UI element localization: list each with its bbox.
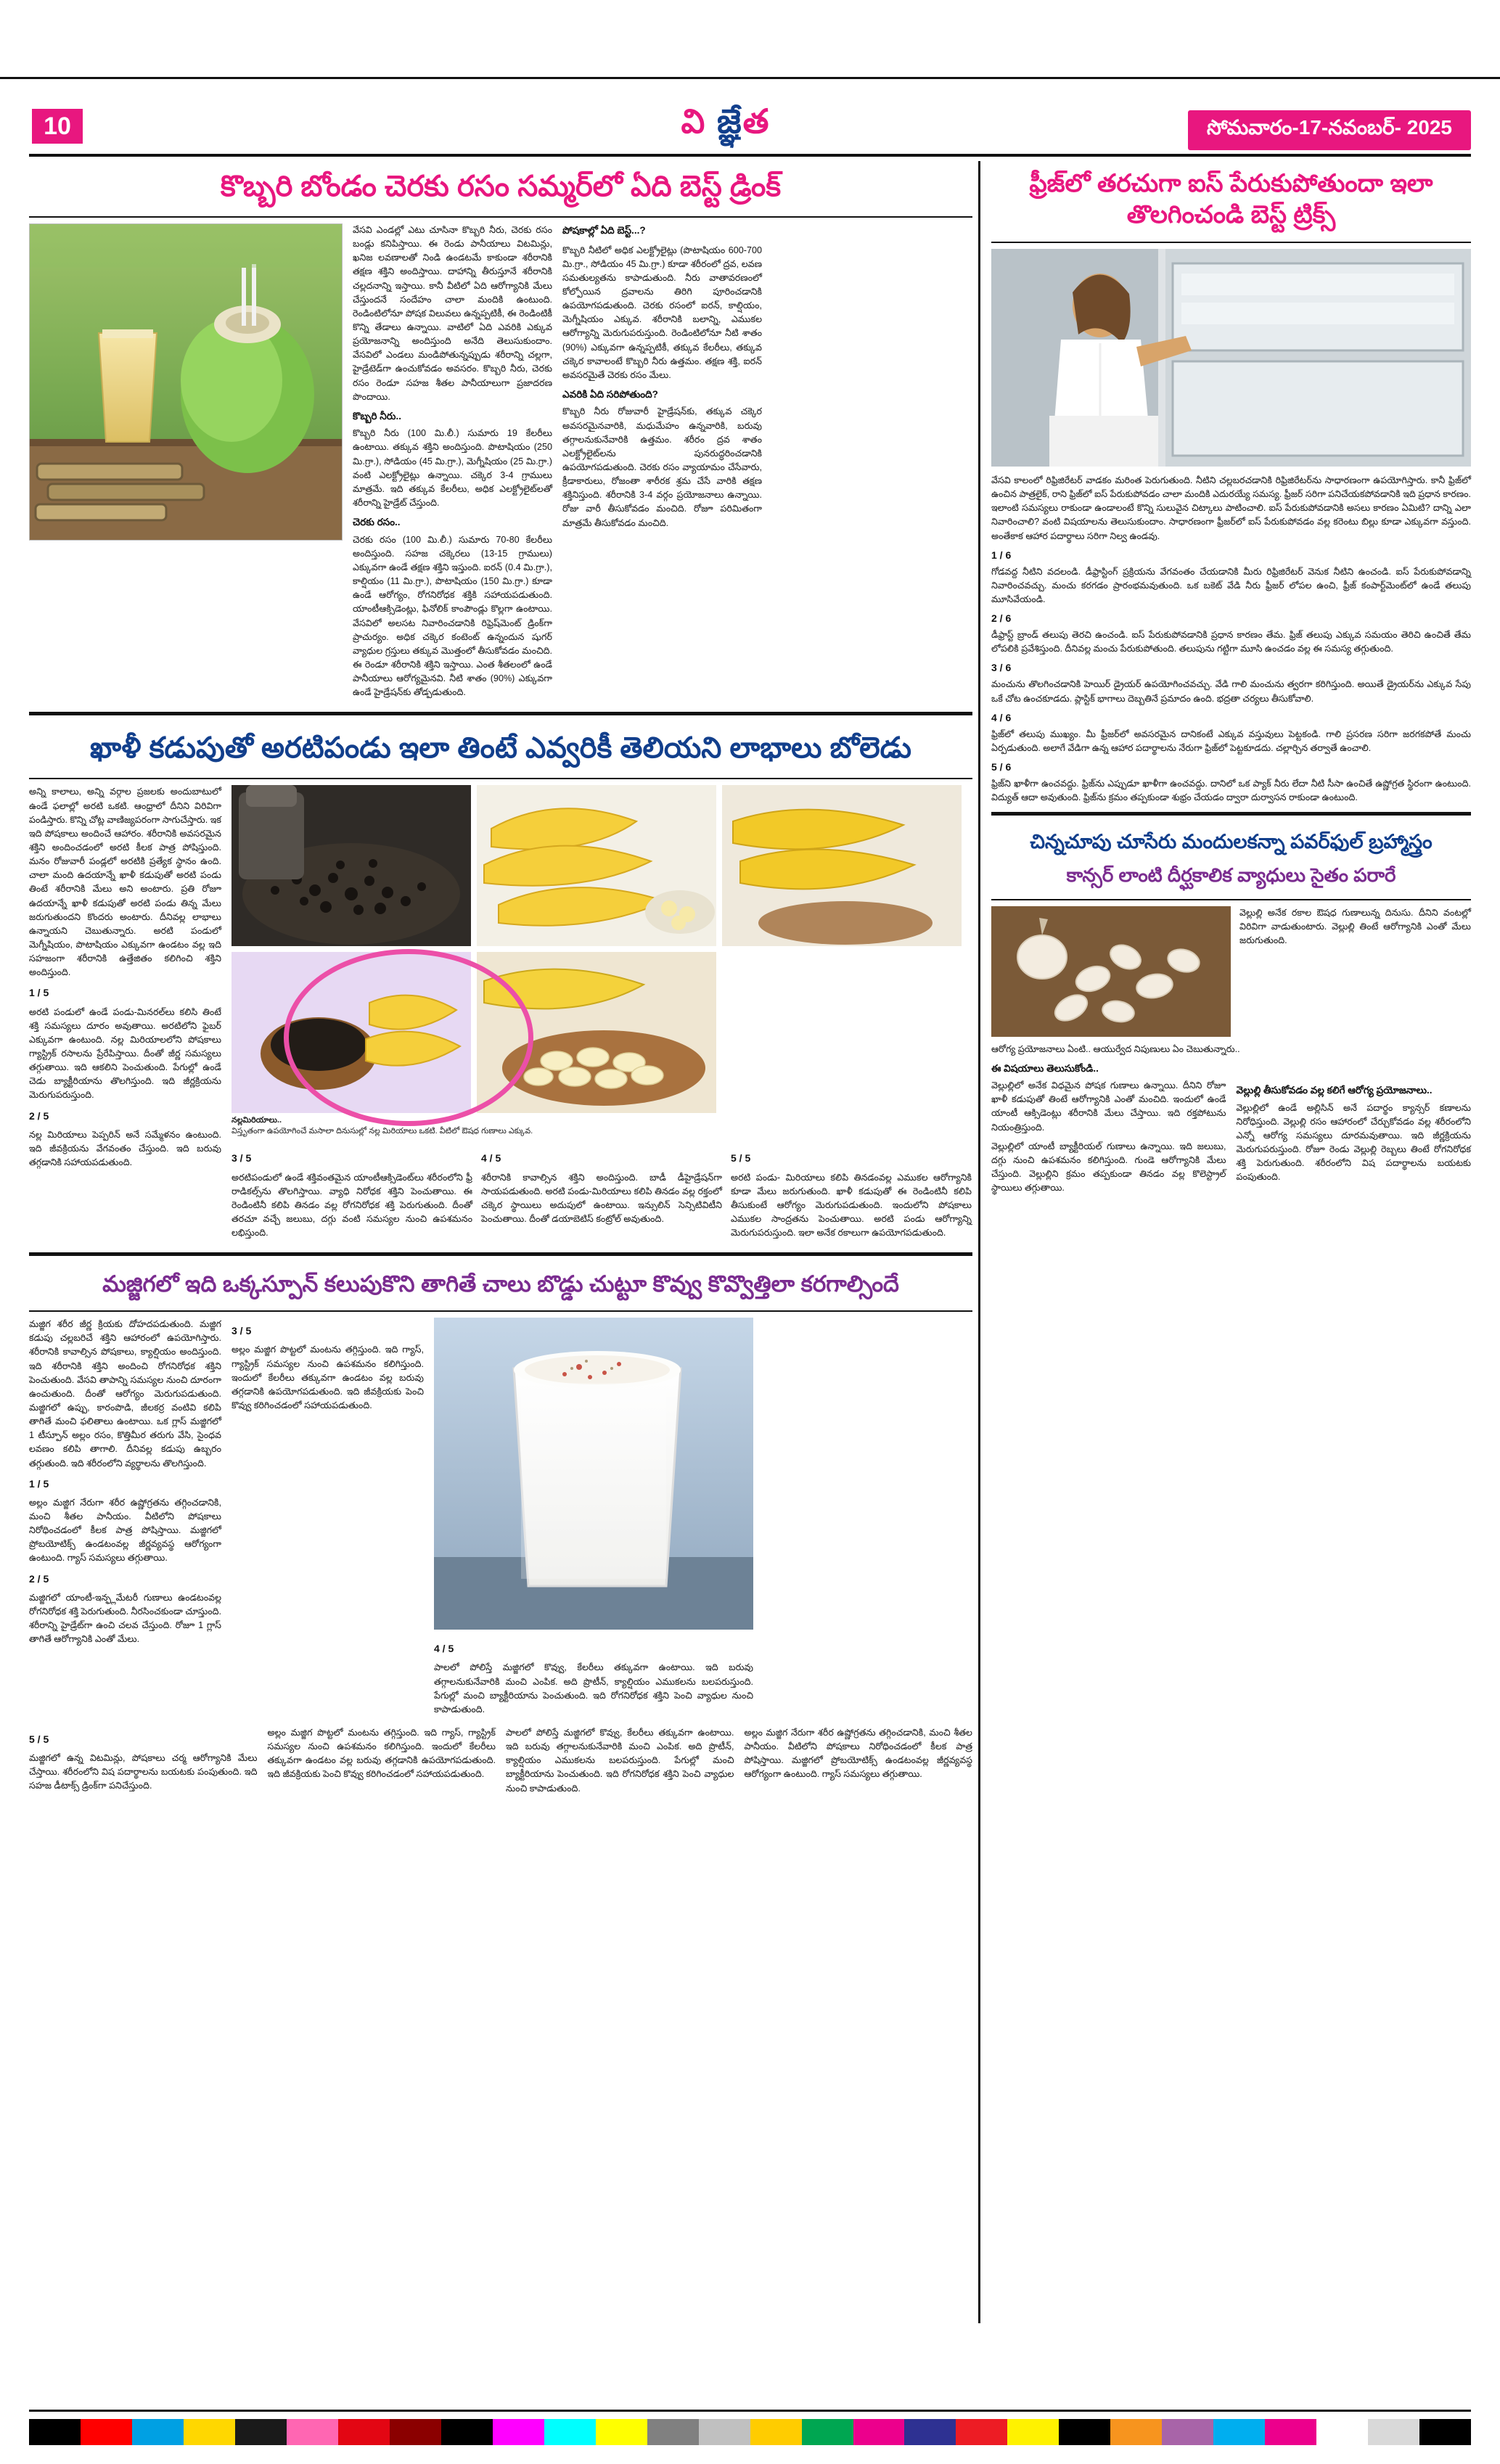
article1-col1: వేసవి ఎండల్లో ఎటు చూసినా కొబ్బరి నీరు, చెరకు రసం బండ్లు కనిపిస్తాయి. ఈ రెండు పానీయాలు విటమిన్లు, ఖనిజ లవణాలతో నిండి ఉండటమే కాకుండా శరీరానికి తక్షణ శక్తిని అందిస్తాయి. దాహాన్ని తీరుస్తూనే శరీరానికి చల్లదనాన్ని ఇస్తాయి. కానీ వీటిలో ఏది ఆరోగ్యానికి మేలు చేస్తుందనే సందేహం చాలా మందికి ఉంటుంది. రెండింటిలోనూ పోషక విలువలు ఉన్నప్పటికీ, ఈ రెండింటికీ కొన్ని తేడాలు ఉన్నాయి. వాటిలో ఏది ఎవరికి ఎక్కువ ప్రయోజనాన్ని అందిస్తుంది అనేది తెలుసుకుందాం. వేసవిలో ఎండలు మండిపోతున్నప్పుడు శరీరాన్ని చల్లగా, హైడ్రేటెడ్‌గా ఉంచుకోవడం అవసరం. కొబ్బరి నీరు, చెరకు రసం రెండూ సహజ శీతల పానీయాలుగా ప్రజాదరణ పొందాయి. కొబ్బరి నీరు.. కొబ్బరి నీరు (100 మి.లీ.) సుమారు 19 కేలరీలు ఉంటాయి. తక్కువ శక్తిని అందిస్తుంది. పొటాషియం (250 మి.గ్రా.), సోడియం (45 మి.గ్రా.), మెగ్నీషియం (25 మి.గ్రా.) వంటి ఎలక్ట్రోలైట్లు ఉన్నాయి. చక్కెర 3-4 గ్రాములు మాత్రమే. ఇది తక్కువ కేలరీలు, అధిక ఎలక్ట్రోలైట్‌లతో శరీరాన్ని హైడ్రేట్ చేస్తుంది. చెరకు రసం.. చెరకు రసం (100 మి.లీ.) సుమారు 70-80 కేలరీలు అందిస్తుంది. సహజ చక్కెరలు (13-15 గ్రాములు) ఎక్కువగా ఉండే తక్షణ శక్తిని ఇస్తుంది. ఐరన్ (0.4 మి.గ్రా.), కాల్షియం (11 మి.గ్రా.), పొటాషియం (150 మి.గ్రా.) కూడా ఉండే ఆరోగ్యం, రోగనిరోధక శక్తికి సహాయపడుతుంది. యాంటీఆక్సిడెంట్లు, ఫినోలిక్ కాంపౌండ్లు కొల్లగా ఉంటాయి. వేసవిలో అలసట నివారించడానికి రిఫ్రెష్‌మెంట్ డ్రింక్‌గా ప్రాచుర్యం. అధిక చక్కెర కంటెంట్ ఉన్నందున షుగర్ వ్యాధుల గ్రస్తులు తక్కువ మొత్తంలో తీసుకోవడం మంచిది. ఈ రెండూ శరీరానికి శక్తిని ఇస్తాయి. ఎంత శీతలంలో ఉండే పానీయాలు ఆరోగ్యమైనవి. నీటి శాతం (90%) ఎక్కువగా ఉండే హైడ్రేషన్‌కు తోడ్పడుతుంది.	[353, 225, 552, 698]
color-swatch	[1316, 2419, 1368, 2445]
list-item: 4 / 6 ఫ్రిజ్‌లో తలుపు ముఖ్యం. మీ ఫ్రీజర్‌లో అవసరమైన దానికంటే ఎక్కువ వస్తువులు పెట్టకండి. గాలి ప్రసరణ సరిగా జరగకపోతే మంచు ఏర్పడుతుంది. అలాగే వేడిగా ఉన్న ఆహార పదార్థాలను నేరుగా ఫ్రిజ్‌లో పెట్టకూడదు. చల్లార్చిన తర్వాతే ఉంచాలి.	[991, 711, 1471, 753]
article2-headline: ఖాళీ కడుపుతో అరటిపండు ఇలా తింటే ఎవ్వరికీ తెలియని లాభాలు బోలెడు	[89, 732, 912, 765]
color-swatch	[596, 2419, 647, 2445]
divider	[991, 812, 1471, 816]
counter-label: 4 / 6	[991, 711, 1012, 723]
article5-sub1: ఈ విషయాలు తెలుసుకోండి..	[991, 1062, 1099, 1074]
divider	[29, 778, 972, 779]
article-coconut-sugarcane	[29, 161, 972, 715]
article1-col2: పోషకాల్లో ఏది బెస్ట్...? కొబ్బరి నీటిలో అధిక ఎలక్ట్రోలైట్లు (పొటాషియం 600-700 మి.గ్రా., సోడియం 45 మి.గ్రా.) కూడా శరీరంలో ద్రవ, లవణ సమతుల్యతను కాపాడుతుంది. నీరు వాతావరణంలో కోల్పోయిన ద్రవాలను తిరిగి పూరించడానికి ఉపయోగపడుతుంది. చెరకు రసంలో ఐరన్, కాల్షియం, మెగ్నీషియం ఎక్కువ. శరీరానికి బలాన్ని, ఎముకల ఆరోగ్యాన్ని మెరుగుపరుస్తుంది. రెండింటిలోనూ నీటి శాతం (90%) ఎక్కువగా ఉన్నప్పటికీ, తక్కువ కేలరీలు, తక్కువ చక్కెర కావాలంటే కొబ్బరి నీరు ఉత్తమం. తక్షణ శక్తి, ఐరన్ అవసరమైతే చెరకు రసం మేలు. ఎవరికి ఏది సరిపోతుంది? కొబ్బరి నీరు రోజువారీ హైడ్రేషన్‌కు, తక్కువ చక్కెర అవసరమైనవారికి, మధుమేహం ఉన్నవారికి, బరువు తగ్గాలనుకునేవారికి ఉత్తమం. శరీరం ద్రవ శాతం ఎలక్ట్రోలైట్‌లను పునరుద్ధరించడానికి ఉపయోగపడుతుంది. చెరకు రసం వ్యాయామం చేసేవారు, క్రీడాకారులు, రోజంతా శారీరక శ్రమ చేసే వారికి తక్షణ శక్తినిస్తుంది. శరీరానికి 3-4 వర్గం ప్రయోజనాలు ఉన్నాయి. రోజు వారీ తీసుకోవడం మంచిది. రోజూ పరిమితంగా మాత్రమే తీసుకోవడం మంచిది.	[562, 225, 762, 528]
color-swatch	[1368, 2419, 1419, 2445]
divider	[29, 1252, 972, 1256]
color-swatch	[441, 2419, 493, 2445]
issue-date: సోమవారం-17-నవంబర్- 2025	[1188, 110, 1471, 150]
divider	[29, 216, 972, 218]
article5-sub2: వెల్లుల్లి తీసుకోవడం వల్ల కలిగే ఆరోగ్య ప్రయోజనాలు..	[1236, 1085, 1433, 1096]
color-swatch	[1059, 2419, 1110, 2445]
color-swatch	[750, 2419, 802, 2445]
article2-photo-bananas2	[722, 785, 962, 946]
article-banana	[29, 723, 972, 1256]
article3-col3: 4 / 5 పాలలో పోలిస్తే మజ్జిగలో కొవ్వు, కేలరీలు తక్కువగా ఉంటాయి. ఇది బరువు తగ్గాలనుకునేవారికి మంచి ఎంపిక. అది ప్రొటీన్, క్యాల్షియం ఎముకలను బలపరుస్తుంది. పేగుల్లో మంచి బ్యాక్టీరియాను పెంచుతుంది. ఇది రోగనిరోధక శక్తిని పెంచి వ్యాధుల నుంచి కాపాడుతుంది.	[434, 1643, 753, 1714]
color-swatch	[699, 2419, 750, 2445]
color-swatch	[338, 2419, 390, 2445]
counter-4: 4 / 5	[481, 1152, 501, 1165]
article1-headline: కొబ్బరి బోండం చెరకు రసం సమ్మర్‌లో ఏది బెస్ట్ డ్రింక్	[220, 171, 782, 202]
article5-intro: వెల్లుల్లి అనేక రకాల ఔషధ గుణాలున్న దినుసు. దీనిని వంటల్లో విరివిగా వాడుతుంటారు. వెల్లుల్లి తింటే ఆరోగ్యానికి ఎంతో మేలు జరుగుతుంది.	[1239, 907, 1471, 945]
article5-headline-2: కాన్సర్ లాంటి దీర్ఘకాలిక వ్యాధులు సైతం పరారే	[1066, 864, 1396, 886]
column-divider	[978, 161, 980, 2323]
article2-col3: 4 / 5 శరీరానికి కావాల్సిన శక్తిని అందిస్తుంది. బాడీ డీహైడ్రేషన్‌గా సాయపడుతుంది. అరటి పండు-మిరియాలు కలిపి తినడం వల్ల రక్తంలో చక్కెర స్థాయిలు అదుపులో ఉంటాయి. ఇన్సులిన్ సెన్సిటివిటీని పెంచుతాయి. దీంతో డయాబెటిస్ కంట్రోల్ అవుతుంది.	[481, 1152, 722, 1225]
color-swatch	[390, 2419, 441, 2445]
color-swatch	[956, 2419, 1007, 2445]
article-garlic	[991, 823, 1471, 1200]
color-swatch	[1265, 2419, 1316, 2445]
color-swatch	[544, 2419, 596, 2445]
divider	[991, 242, 1471, 243]
article5-col1: వెల్లుల్లిలో అనేక విధమైన పోషక గుణాలు ఉన్నాయి. దీనిని రోజూ ఖాళీ కడుపుతో తింటే ఆరోగ్యానికి ఎంతో మంచిది. ఇందులో ఉండే యాంటీ ఆక్సిడెంట్లు శరీరానికి మేలు చేస్తాయి. ఇది రక్తపోటును నియంత్రిస్తుంది. వెల్లుల్లిలో యాంటీ బ్యాక్టీరియల్ గుణాలు ఉన్నాయి. ఇది జలుబు, దగ్గు నుంచి ఉపశమనం కలిగిస్తుంది. గుండె ఆరోగ్యానికి మేలు చేస్తుంది. వెల్లుల్లిని క్రమం తప్పకుండా తినడం వల్ల కొలెస్ట్రాల్ స్థాయిలు తగ్గుతాయి.	[991, 1080, 1226, 1194]
color-swatch	[904, 2419, 956, 2445]
right-column	[991, 161, 1471, 1200]
list-item: 5 / 6 ఫ్రిజ్‌ని ఖాళీగా ఉంచవద్దు. ఫ్రిజ్‌ను ఎప్పుడూ ఖాళీగా ఉంచవద్దు. దానిలో ఒక ప్యాక్ నీరు లేదా నీటి సీసా ఉంచితే ఉష్ణోగ్రత స్థిరంగా ఉంటుంది. విద్యుత్ ఆదా అవుతుంది. ఫ్రిజ్‌ను క్రమం తప్పకుండా శుభ్రం చేయడం ద్వారా దుర్వాసన రాకుండా ఉంటుంది.	[991, 760, 1471, 803]
article5-photo	[991, 906, 1231, 1037]
counter-5: 5 / 5	[29, 1733, 49, 1745]
article3-col1: మజ్జిగ శరీర జీర్ణ క్రియకు దోహదపడుతుంది. మజ్జిగ కడుపు చల్లబరిచే శక్తిని ఆహారంలో ఉపయోగిస్తారు. శరీరానికి కావాల్సిన పోషకాలు, క్యాల్షియం అందిస్తుంది. ఇది శరీరానికి శక్తిని అందించి రోగనిరోధక శక్తిని పెంచుతుంది. వేసవి తాపాన్ని సమస్యల నుంచి దూరంగా ఉంచుతుంది. దీంతో ఆరోగ్యం మెరుగుపడుతుంది. మజ్జిగలో ఉప్పు, కారంపొడి, జీలకర్ర వంటివి కలిపి తాగితే మంచి ఫలితాలు ఉంటాయి. ఒక గ్లాస్ మజ్జిగలో 1 టీస్పూన్ అల్లం రసం, కొత్తిమీర తరుగు వేసి, సైంధవ లవణం కలిపి తాగాలి. దీనివల్ల కడుపు ఉబ్బరం తగ్గుతుంది. ఇది శరీరంలోని వ్యర్థాలను తొలగిస్తుంది. 1 / 5 అల్లం మజ్జిగ నేరుగా శరీర ఉష్ణోగ్రతను తగ్గించడానికి, మంచి శీతల పానీయం. వీటిలోని పోషకాలు నిరోధించడంలో కీలక పాత్ర పోషిస్తాయి. మజ్జిగలో ప్రోబయోటిక్స్ ఉండటంవల్ల జీర్ణవ్యవస్థ ఆరోగ్యంగా ఉంటుంది. గ్యాస్ సమస్యలు తగ్గుతాయి. 2 / 5 మజ్జిగలో యాంటీ-ఇన్ఫ్లమేటరీ గుణాలు ఉండటంవల్ల రోగనిరోధక శక్తి పెరుగుతుంది. నీరసించకుండా చూస్తుంది. శరీరాన్ని హైడ్రేట్‌గా ఉంచి చలవ చేస్తుంది. రోజూ 1 గ్లాస్ తాగితే ఆరోగ్యానికి ఎంతో మేలు.	[29, 1319, 221, 1645]
color-swatch	[493, 2419, 544, 2445]
color-swatch	[647, 2419, 699, 2445]
article3-col2: 3 / 5 అల్లం మజ్జిగ పొట్టలో మంటను తగ్గిస్తుంది. ఇది గ్యాస్, గ్యాస్ట్రిక్ సమస్యల నుంచి ఉపశమనం కలిగిస్తుంది. ఇందులో కేలరీలు తక్కువగా ఉండటం వల్ల బరువు తగ్గడానికి ఉపయోగపడుతుంది. ఇది జీవక్రియకు పెంచి కొవ్వు కరిగించడంలో సహాయపడుతుంది.	[231, 1325, 424, 1410]
masthead	[0, 0, 1500, 87]
color-swatch	[1419, 2419, 1471, 2445]
article2-photo-banana	[477, 785, 716, 946]
article5-body: ఆరోగ్య ప్రయోజనాలు ఏంటి.. ఆయుర్వేద నిపుణులు ఏం చెబుతున్నారు.. ఈ విషయాలు తెలుసుకోండి..	[991, 1043, 1471, 1077]
list-item: 1 / 6 గోడవద్ద నీటిని వదలండి. డీఫ్రాస్టింగ్ ప్రక్రియను వేగవంతం చేయడానికి మీరు రిఫ్రిజిరేటర్ వెనుక నీటిని ఉంచండి. ఐస్ పేరుకుపోవడాన్ని నివారించవచ్చు. మంచు కరగడం ప్రారంభమవుతుంది. ఒక బకెట్ వేడి నీరు ఫ్రీజర్ లోపల ఉంచి, ఫ్రీజ్ కంపార్ట్‌మెంట్‌లో ఉండే తలుపు మూసివేయండి.	[991, 549, 1471, 604]
article1-photo	[29, 223, 343, 541]
counter-label: 5 / 6	[991, 760, 1012, 773]
color-swatch	[1007, 2419, 1059, 2445]
color-swatch	[1110, 2419, 1162, 2445]
color-swatch	[81, 2419, 132, 2445]
article2-photo-pepper	[231, 785, 471, 946]
counter-1: 1 / 5	[29, 1477, 49, 1490]
article1-sub3: ఎవరికి ఏది సరిపోతుంది?	[562, 388, 658, 400]
list-item: 2 / 6 డీఫ్రాస్ట్ బ్రాండ్ తలుపు తెరచి ఉంచండి. ఐస్ పేరుకుపోవడానికి ప్రధాన కారణం తేమ. ఫ్రిజ్ తలుపు ఎక్కువ సమయం తెరిచి ఉంచితే తేమ లోపలికి ప్రవేశిస్తుంది. దీనివల్ల మంచు పేరుకుపోతుంది. తలుపును గట్టిగా మూసి ఉంచడం వల్ల ఈ సమస్య తగ్గుతుంది.	[991, 612, 1471, 654]
divider	[991, 899, 1471, 900]
counter-3: 3 / 5	[231, 1152, 252, 1165]
article3-col5: అల్లం మజ్జిగ పొట్టలో మంటను తగ్గిస్తుంది. ఇది గ్యాస్, గ్యాస్ట్రిక్ సమస్యల నుంచి ఉపశమనం కలిగిస్తుంది. ఇందులో కేలరీలు తక్కువగా ఉండటం వల్ల బరువు తగ్గడానికి ఉపయోగపడుతుంది. ఇది జీవక్రియకు పెంచి కొవ్వు కరిగించడంలో సహాయపడుతుంది.	[267, 1727, 496, 1780]
article4-intro: వేసవి కాలంలో రిఫ్రిజిరేటర్ వాడకం మరింత పెరుగుతుంది. నీటిని చల్లబరచడానికి రిఫ్రిజిరేటర్‌ను సాధారణంగా ఉపయోగిస్తారు. కానీ ఫ్రిజ్‌లో ఉంచిన పాత్రలైక్, రాని ఫ్రిజ్‌లో ఐస్ పేరుకుపోవడం చాలా మందికి ఎదురయ్యే సమస్య. ఫ్రీజర్ సరిగా పనిచేయకపోవడానికి ఇది ప్రధాన కారణం. ఇలాంటి సమస్యలు రాకుండా ఉండాలంటే కొన్ని సులువైన చిట్కాలు పాటించాలి. ఐస్ పేరుకుపోవడానికి అసలు కారణం ఏమిటి? దాన్ని ఎలా నివారించాలి? వంటి విషయాలను తెలుసుకుందాం. సాధారణంగా ఫ్రీజర్‌లో ఐస్ పేరుకుపోవడం వల్ల కరెంటు బిల్లు కూడా ఎక్కువగా వస్తుంది. అంతేకాక ఆహార పదార్థాలు సరిగా నిల్వ ఉండవు.	[991, 475, 1471, 541]
article4-headline: ఫ్రీజ్‌లో తరచుగా ఐస్ పేరుకుపోతుందా ఇలా తొలగించండి బెస్ట్ ట్రిక్స్	[1029, 170, 1433, 229]
left-column	[29, 161, 972, 1801]
color-swatch	[29, 2419, 81, 2445]
divider	[29, 1310, 972, 1312]
bottom-rule	[29, 2410, 1471, 2412]
article3-photo	[434, 1318, 753, 1630]
article2-col2: 3 / 5 అరటిపండులో ఉండే శక్తివంతమైన యాంటీఆక్సిడెంట్‌లు శరీరంలోని ఫ్రీ రాడికల్స్‌ను తొలగిస్తాయి. వ్యాధి నిరోధక శక్తిని పెంచుతాయి. ఈ రెండింటినీ కలిపి తినడం వల్ల రోగనిరోధక శక్తి పెరుగుతుంది. దీంతో తరచూ వచ్చే జలుబు, దగ్గు వంటి సమస్యల నుంచి ఉపశమనం లభిస్తుంది.	[231, 1152, 472, 1239]
counter-1: 1 / 5	[29, 987, 49, 999]
color-swatch	[1213, 2419, 1265, 2445]
article5-headline-1: చిన్నచూపు చూసేరు మందులకన్నా పవర్‌ఫుల్ బ్రహ్మాస్త్రం	[1030, 831, 1433, 853]
counter-3: 3 / 5	[231, 1325, 252, 1337]
article2-col4: 5 / 5 అరటి పండు- మిరియాలు కలిపి తినడంవల్ల ఎముకల ఆరోగ్యానికి కూడా మేలు జరుగుతుంది. ఖాళీ కడుపుతో ఈ రెండింటినీ కలిపి తీసుకుంటే ఆరోగ్యం మెరుగుపడుతుంది. ఇందులోని పోషకాలు ఎముకల సాంద్రతను పెంచుతాయి. అరటి పండు ఆరోగ్యాన్ని మెరుగుపరుస్తుంది. ఇలా అనేక రకాలుగా ఉపయోగపడుతుంది.	[731, 1152, 972, 1239]
article3-headline: మజ్జిగలో ఇది ఒక్కస్పూన్ కలుపుకొని తాగితే చాలు బొడ్డు చుట్టూ కొవ్వు కొవ్వొత్తిలా కరగాల్సిందే	[102, 1271, 899, 1297]
counter-label: 3 / 6	[991, 662, 1012, 674]
publication-logo: వి జ్ఞేత	[681, 102, 771, 140]
highlight-ellipse	[284, 949, 533, 1126]
article1-sub1: కొబ్బరి నీరు..	[353, 410, 401, 422]
list-item: 3 / 6 మంచును తొలగించడానికి హెయిర్ డ్రైయర్ ఉపయోగించవచ్చు. వేడి గాలి మంచును త్వరగా కరిగిస్తుంది. అయితే డ్రైయర్‌ను ఎక్కువ సేపు ఒకే చోట ఉంచకూడదు. ప్లాస్టిక్ భాగాలు దెబ్బతినే ప్రమాదం ఉంది. భద్రతా చర్యలు తీసుకోవాలి.	[991, 662, 1471, 704]
color-swatch	[853, 2419, 905, 2445]
page-number: 10	[32, 109, 83, 144]
article4-photo	[991, 249, 1471, 467]
counter-5: 5 / 5	[731, 1152, 751, 1165]
counter-2: 2 / 5	[29, 1109, 49, 1122]
color-swatch	[235, 2419, 287, 2445]
article2-caption	[231, 1116, 972, 1138]
color-swatch	[287, 2419, 338, 2445]
counter-label: 2 / 6	[991, 612, 1012, 625]
color-swatch	[184, 2419, 235, 2445]
article3-col7: అల్లం మజ్జిగ నేరుగా శరీర ఉష్ణోగ్రతను తగ్గించడానికి, మంచి శీతల పానీయం. వీటిలోని పోషకాలు నిరోధించడంలో కీలక పాత్ర పోషిస్తాయి. మజ్జిగలో ప్రోబయోటిక్స్ ఉండటంవల్ల జీర్ణవ్యవస్థ ఆరోగ్యంగా ఉంటుంది. గ్యాస్ సమస్యలు తగ్గుతాయి.	[744, 1727, 972, 1780]
color-swatch	[132, 2419, 184, 2445]
article3-col4: 5 / 5 మజ్జిగలో ఉన్న విటమిన్లు, పోషకాలు చర్మ ఆరోగ్యానికి మేలు చేస్తాయి. శరీరంలోని విష పదార్థాలను బయటకు పంపుతుంది. ఇది సహజ డీటాక్స్ డ్రింక్‌గా పనిచేస్తుంది.	[29, 1733, 258, 1791]
article4-list	[991, 549, 1471, 805]
article-fridge-ice	[991, 161, 1471, 816]
article1-sub2: చెరకు రసం..	[353, 517, 401, 528]
registration-color-bar	[29, 2419, 1471, 2445]
color-swatch	[802, 2419, 853, 2445]
counter-label: 1 / 6	[991, 549, 1012, 561]
article5-col2: వెల్లుల్లి తీసుకోవడం వల్ల కలిగే ఆరోగ్య ప్రయోజనాలు.. వెల్లుల్లిలో ఉండే అల్లిసిన్ అనే పదార్థం క్యాన్సర్ కణాలను నిరోధిస్తుంది. వెల్లుల్లి రసం ఆహారంలో చేర్చుకోవడం వల్ల శరీరంలోని ఎన్నో ఆరోగ్య సమస్యలు దూరమవుతాయి. ఇది జీర్ణక్రియను మెరుగుపరుస్తుంది. రోజూ రెండు వెల్లుల్లి రెబ్బలు తింటే రోగనిరోధక శక్తి పెరుగుతుంది. శరీరంలోని విష పదార్థాలను బయటకు పంపుతుంది.	[1236, 1085, 1471, 1183]
article2-col1: అన్ని కాలాలు, అన్ని వర్గాల ప్రజలకు అందుబాటులో ఉండే ఫలాల్లో అరటి ఒకటి. ఆంధ్రాలో దీనిని విరివిగా పండిస్తారు. కొన్ని చోట్ల వాణిజ్యపరంగా సాగుచేస్తారు. ఇక ఇది పోషకాలు అందించే ఆహారం. శరీరానికి అవసరమైన శక్తిని అందించడంలో అరటి కీలక పాత్ర పోషిస్తుంది. మనం రోజువారీ పండ్లలో అరటికి ప్రత్యేక స్థానం ఉంది. చాలా మంది ఉదయాన్నే ఖాళీ కడుపుతో అరటి పండు తింటే శరీరానికి మేలు అని అంటారు. ప్రతి రోజూ ఉదయాన్నే ఖాళీ కడుపుతో అరటి పండు తిన్న మేలు జరుగుతుందని కొందరు అంటారు. దీనివల్ల లాభాలు ఉన్నాయని చెబుతున్నారు. అరటి పండులో మెగ్నీషియం, పొటాషియం ఎక్కువగా ఉండటం వల్ల ఇది సహజంగా శరీరానికి ఉత్తేజితం కలిగించి శక్తిని అందిస్తుంది. 1 / 5 అరటి పండులో ఉండే పండు-మినరల్‌లు కలిసి తింటే శక్తి సమస్యలు దూరం అవుతాయి. అరటిలోని ఫైబర్ ఎక్కువగా ఉంటుంది. నల్ల మిరియాలలోని పోషకాలు గ్యాస్ట్రిక్ రసాలను ప్రేరేపిస్తాయి. దీంతో జీర్ణ సమస్యలు తగ్గుతాయి. ఇది ఆకలిని పెంచుతుంది. పేగుల్లో ఉండే చెడు బ్యాక్టీరియాను తొలగిస్తుంది. ఇది జీర్ణక్రియను మెరుగుపరుస్తుంది. 2 / 5 నల్ల మిరియాలు పెప్పరిన్ అనే సమ్మేళనం ఉంటుంది. ఇది జీవక్రియను వేగవంతం చేస్తుంది. ఇది బరువు తగ్గడానికి సహాయపడుతుంది.	[29, 787, 222, 1168]
article-buttermilk	[29, 1263, 972, 1800]
masthead-rule	[29, 154, 1471, 157]
caption-title: నల్లమిరియాలు..	[231, 1116, 282, 1125]
counter-4: 4 / 5	[434, 1643, 454, 1655]
divider	[29, 712, 972, 715]
counter-2: 2 / 5	[29, 1572, 49, 1585]
color-swatch	[1162, 2419, 1213, 2445]
article3-col6: పాలలో పోలిస్తే మజ్జిగలో కొవ్వు, కేలరీలు తక్కువగా ఉంటాయి. ఇది బరువు తగ్గాలనుకునేవారికి మంచి ఎంపిక. అది ప్రొటీన్, క్యాల్షియం ఎముకలను బలపరుస్తుంది. పేగుల్లో మంచి బ్యాక్టీరియాను పెంచుతుంది. ఇది రోగనిరోధక శక్తిని పెంచి వ్యాధుల నుంచి కాపాడుతుంది.	[506, 1727, 734, 1794]
caption-text: విస్తృతంగా ఉపయోగించే మసాలా దినుసుల్లో నల్ల మిరియాలు ఒకటి. వీటిలో ఔషధ గుణాలు ఎక్కువ.	[231, 1127, 533, 1136]
